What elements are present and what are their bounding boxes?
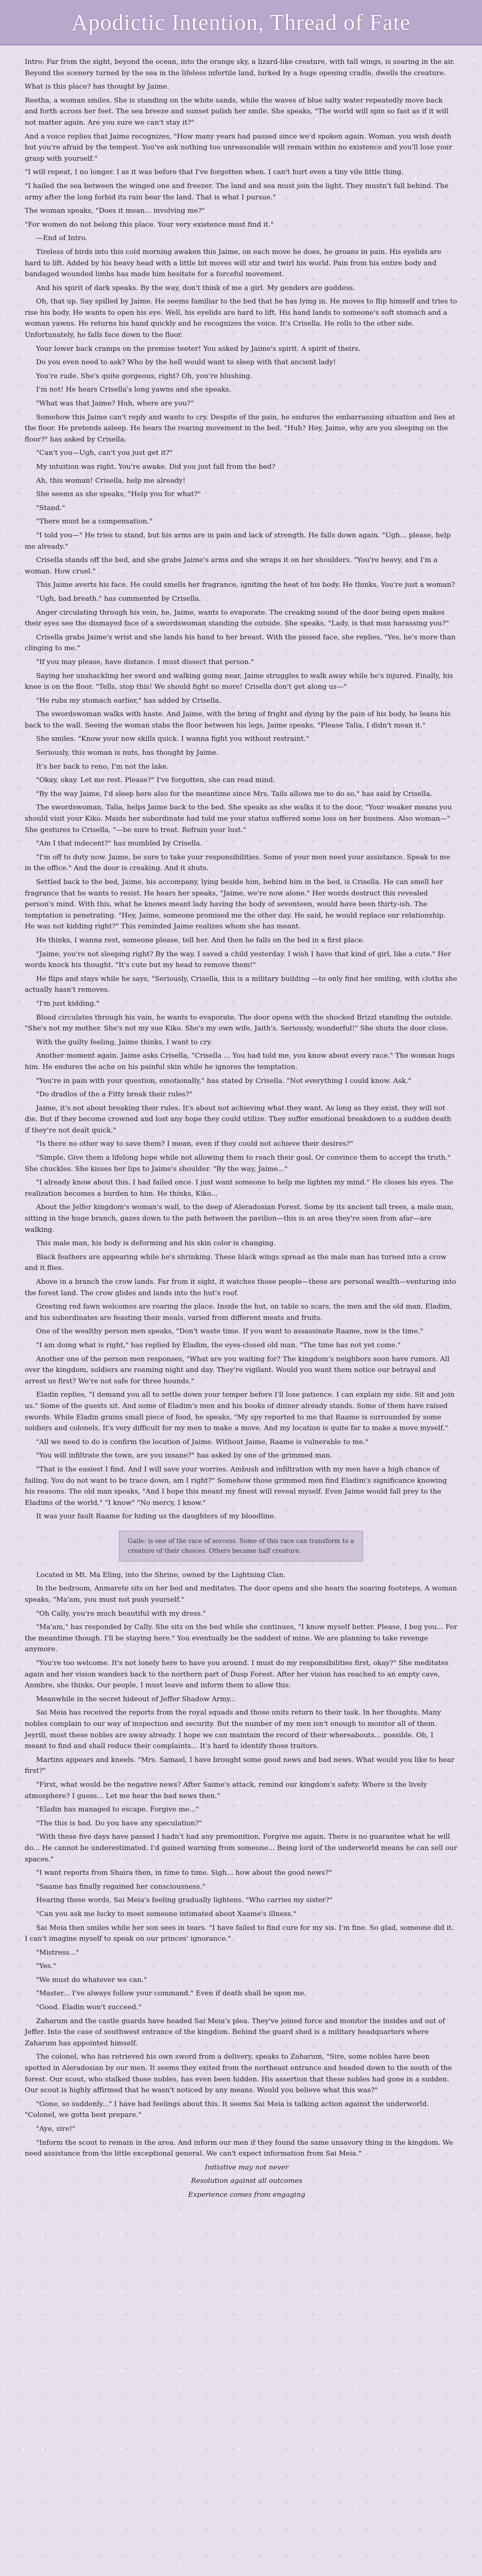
paragraph: Sai Meia then smiles while her son sees in tears. "I have failed to find cure for my sis. I'm fine. So glad, someone did it. I can't imagine myself to speak on our princes' ignorance." bbox=[25, 1924, 454, 1943]
paragraph: Hearing these words, Sai Meia's feeling gradually lightens. "Who carries my sister?" bbox=[36, 1896, 333, 1905]
paragraph: Sai Meia has received the reports from the royal squads and those units return to their task. In her thoughts, Many nobles complain to our way of inspection and security. But the number of my men isn't enough to monitor all of them. Jeyrill, most these nobles are away already. I hope we can maintain the record of their whereabouts... possible. Oh, I meant to find and shall reduce their complaints... It's hard to identify those traitors. bbox=[25, 1709, 441, 1751]
paragraph: He thinks, I wanna rest, someone please, tell her. And then he falls on the bed in a first place. bbox=[36, 936, 365, 944]
paragraph: "Ugh, bad breath." has commented by Crisella. bbox=[36, 595, 201, 603]
story-body-part-one bbox=[25, 233, 457, 1522]
footer-line-3: Experience comes from engaging bbox=[188, 2191, 305, 2199]
story-title: Apodictic Intention, Thread of Fate bbox=[71, 9, 411, 35]
paragraph: She seems as she speaks, "Help you for what?" bbox=[36, 490, 201, 499]
paragraph: Do you even need to ask? Who by the hell would want to sleep with that ancient lady! bbox=[36, 359, 336, 367]
paragraph: "Aye, sire!" bbox=[36, 2125, 76, 2133]
footer-line-2: Resolution against all outcomes bbox=[191, 2177, 303, 2185]
paragraph: Jaime, it's not about breaking their rules. It's about not achieving what they want. As long as they exist, they will not die. But if they become crowned and lost any hope they could utilize. They suffer emotional breakdown to a sudden death if they're not dealt quick." bbox=[25, 1104, 452, 1134]
paragraph: Saying her unshackling her sword and walking going near, Jaime struggles to walk away while he's injured. Finally, his knee is on the floor. "Tells, stop this! We should fight no more! Crisella don't get along us—" bbox=[25, 672, 453, 691]
story-content bbox=[25, 45, 457, 2224]
paragraph: "Gone, so suddenly..." I have bad feelings about this. It seems Sai Meia is talking action against the underworld. "Colonel, we gotta best prepare." bbox=[25, 2100, 429, 2120]
paragraph: "I told you—" He tries to stand, but his arms are in pain and lack of strength. He falls down again. "Ugh... please, help me already." bbox=[25, 531, 451, 551]
paragraph: Somehow this Jaime can't reply and wants to cry. Despite of the pain, he endures the embarrassing situation and lies at the floor. He pretends asleep. He hears the rearing movement in the bed. "Huh? Hey, Jaime, why are you sleeping on the floor?" has asked by Crisella. bbox=[25, 413, 455, 444]
paragraph: "That is the easiest I find. And I will save your worries. Ambush and infiltration with my men have a high chance of failing. You do not want to be trace down, am I right?" Somehow those grimmed men find Eladim's significance knowing his reasons. The old man speaks, "And I hope this meant my finest will reveal myself. Even Jaime would fall prey to the Eladims of the world." "I know" "No mercy, I know." bbox=[25, 1465, 447, 1507]
paragraph: Above in a branch the crow lands. Far from it sight, it watches those people—these are personal wealth—venturing into the forest land. The crow glides and lands into the hut's roof. bbox=[25, 1278, 456, 1297]
paragraph: "Jaime, you're not sleeping right? By the way, I saved a child yesterday. I wish I have that kind of girl, like a cute." Her words knock his thought. "It's cute but my head to remove them!" bbox=[25, 950, 451, 970]
paragraph: "I'm off to duty now. Jaime, be sure to take your responsibilities. Some of your men need your assistance. Speak to me in the office." And the door is creaking. And it shuts. bbox=[25, 853, 451, 873]
paragraph: "Inform the scout to remain in the area. And inform our men if they found the same unsavory thing in the kingdom. We need assistance from the little exceptional general. We can't expect information from Sai Meia." bbox=[25, 2139, 453, 2158]
paragraph: Ah, this woman! Crisella, help me already! bbox=[36, 477, 186, 485]
paragraph: Settled back to the bed, Jaime, his accompany, lying beside him, behind him in the bed, is Crisella. He can smell her fragrance that he wants to resist. He hears her speaks, "Jaime, we're now alone." Her words destruct this revealed person's mind. With this, what he knows meant lady having the body of seventeen, would have been thirty-ish. The temptation is penetrating. "Hey, Jaime, someone promised me the other day. He said, he would replace our relationship. He was not kidding right?" This reminded Jaime realizes whom she has meant. bbox=[25, 878, 446, 931]
paragraph: "You're too welcome. It's not lonely here to have you around. I must do my responsibilities first, okay?" She meditates again and her vision wanders back to the northern part of Dusp Forest. After her vision has reached to an empty cave, Anmbre, she thinks, Our people, I must leave and inform them to allow this. bbox=[25, 1659, 449, 1690]
paragraph: Reetha, a woman smiles. She is standing on the white sands, while the waves of blue salty water repeatedly move back and forth across her feet. The sea breeze and sunset polish her smile. She speaks, "The world will spin so fast as if it will not matter again. Are you sure we can't stay it?" bbox=[25, 96, 449, 127]
paragraph: "Is there no other way to save them? I mean, even if they could not achieve their desires?" bbox=[36, 1140, 353, 1148]
paragraph: "If you may please, have distance. I must dissect that person." bbox=[36, 658, 254, 666]
paragraph: And his spirit of dark speaks. By the way, don't think of me a girl. My genders are goddess. bbox=[36, 284, 355, 292]
paragraph: "There must be a compensation." bbox=[36, 518, 153, 526]
paragraph: "By the way Jaime, I'd sleep here also for the meantime since Mrs. Tails allows me to do so," has said by Crisella. bbox=[36, 790, 433, 798]
paragraph: "We must do whatever we can." bbox=[36, 1976, 147, 1984]
paragraph: My intuition was right. You're awake. Did you just fall from the bed? bbox=[36, 463, 276, 471]
paragraph: Another one of the person men responses, "What are you waiting for? The kingdom's neighbors soon have rumors. All over the kingdom, soldiers are roaming night and day. They're vigilant. Would you want them notice our betrayal and arrest us first? We're not safe for three hounds." bbox=[25, 1355, 450, 1385]
paragraph: "All we need to do is confirm the location of Jaime. Without Jaime, Raame is vulnerable to me." bbox=[36, 1438, 369, 1446]
paragraph: Located in Mt. Ma Eling, into the Shrine, owned by the Lightning Clan. bbox=[36, 1571, 286, 1579]
paragraph: It was your fault Raame for hiding us the daughters of my bloodline. bbox=[36, 1513, 276, 1521]
paragraph: About the Jelfer kingdom's woman's wall, to the deep of Aleradosian Forest. Some by its ancient tall trees, a male man, sitting in the huge branch, gazes down to the path between the pavilion—this is an area they're seen from afar—are walking. bbox=[25, 1204, 454, 1234]
paragraph: With the guilty feeling, Jaime thinks, I want to cry. bbox=[36, 1038, 213, 1046]
paragraph: Oh, that up. Say spilled by Jaime. He seems familiar to the bed that he has lying in. He moves to flip himself and tries to rise his body. He wants to open his eye. Well, his eyelids are hard to lift. His hand lands to someone's soft stomach and a woman yawns. He returns his hand quickly and he recognizes the voice. It's Crisella. He rolls to the other side. Unfortunately, he falls face down to the floor. bbox=[25, 298, 457, 340]
paragraph: "Can't you—Ugh, can't you just get it?" bbox=[36, 449, 173, 457]
paragraph: "First, what would be the negative news? After Saime's attack, remind our kingdom's safety. Where is the lively atmosphere? I guess... Let me hear the bad news then." bbox=[25, 1781, 427, 1800]
paragraph: Greeting red fawn welcomes are roaring the place. Inside the hut, on table so scars, the men and the old man, Eladim, and his subordinates are feasting their meals, varied from different meats and fruits. bbox=[25, 1303, 452, 1322]
paragraph: "The this is bad. Do you have any speculation?" bbox=[36, 1819, 202, 1827]
paragraph: Tireless of birds into this cold morning awaken this Jaime, on each move he does, he groans in pain. His eyelids are hard to lift. Added by his heavy head with a little bit moves will stir and twirl his world. Pain from his entire body and bandaged wounded limbs has made him hesitate for a forceful movement. bbox=[25, 248, 442, 279]
paragraph: "You will infiltrate the town, are you insane?" has asked by one of the grimmed man. bbox=[36, 1452, 333, 1460]
paragraph: You're rude. She's quite gorgeous, right? Oh, you're blushing. bbox=[36, 372, 252, 380]
chapter-intro bbox=[25, 57, 457, 230]
paragraph: "Am I that indecent?" has mumbled by Crisella. bbox=[36, 840, 202, 848]
paragraph: Another moment again. Jaime asks Crisella, "Crisella ... You had told me, you know about every race." The woman hugs him. He endures the ache on his painful skin while he ignores the temptation. bbox=[25, 1052, 455, 1071]
paragraph: It's her back to reno, I'm not the lake. bbox=[36, 762, 169, 771]
paragraph: Anger circulating through his vein, he, Jaime, wants to evaporate. The creaking sound of the door being open makes their eyes see the dismayed face of a swordswoman standing the outside. She speaks, "Lady, is that man harassing you?" bbox=[25, 608, 449, 628]
paragraph: "Mistress..." bbox=[36, 1948, 79, 1957]
paragraph: Black feathers are appearing while he's shrinking. These black wings spread as the male man has turned into a crow and it flies. bbox=[25, 1253, 446, 1273]
paragraph: "You're in pain with your question, emotionally," has stated by Crisella. "Not everything I could know. Ask." bbox=[36, 1077, 411, 1085]
paragraph: "Ma'am," has responded by Cally. She sits on the bed while she continues, "I know myself better. Please, I beg you... For the meantime though. I'll be staying here." You eventually be the saddest of mine. We are planning to take revenge anymore. bbox=[25, 1623, 457, 1654]
paragraph: "For women do not belong this place. Your very existence must find it." bbox=[25, 221, 274, 229]
paragraph: "What was that Jaime? Huh, where are you?" bbox=[36, 400, 194, 408]
paragraph: This male man, his body is deforming and his skin color is changing. bbox=[36, 1240, 276, 1248]
paragraph: "Eladin has managed to escape. Forgive me..." bbox=[36, 1806, 199, 1814]
paragraph: "I hailed the sea between the winged one and freezer. The land and sea must join the light. They mustn't fall behind. The army after the long forbid its rain bear the land. That is what I pursue." bbox=[25, 182, 449, 201]
paragraph: "Master... I've always follow your command." Even if death shall be upon me. bbox=[36, 1990, 306, 1998]
paragraph: "I already know about this. I had failed once. I just want someone to help me lighten my mind." He closes his eyes. The realization becomes a burden to him. He thinks, Kiko... bbox=[25, 1179, 454, 1198]
paragraph: "With these five days have passed I hadn't had any premonition. Forgive me again. There is no guarantee what he will do... He cannot be underestimated. I'd gained warning from someone... Being lord of the underworld means he can sell our spaces." bbox=[25, 1833, 457, 1863]
title-banner bbox=[0, 0, 482, 45]
paragraph: She smiles. "Know your new skills quick. I wanna fight you without restraint." bbox=[36, 735, 309, 743]
paragraph: —End of Intro. bbox=[36, 234, 88, 243]
paragraph: The woman speaks, "Does it mean... involving me?" bbox=[25, 207, 205, 215]
paragraph: "He rubs my stomach earlier," has added by Crisella. bbox=[36, 697, 221, 705]
story-body-part-two bbox=[25, 1570, 457, 2160]
paragraph: One of the wealthy person men speaks, "Don't waste time. If you want to assassinate Raame, now is the time." bbox=[36, 1328, 423, 1336]
note-box: Gaile: is one of the race of sorcess. Some of this race can transform to a creature of their choices. Others became half creature. bbox=[119, 1531, 363, 1562]
paragraph: "Good. Eladin won't succeed." bbox=[36, 2004, 142, 2012]
paragraph: "Oh Cally, you're much beautiful with my dress." bbox=[36, 1609, 206, 1618]
paragraph: Blood circulates through his vain, he wants to evaporate. The door opens with the shocked Brizzl standing the outside. "She's not my mother. She's not my sue Kiko. She's my own wife, Jaith's. Seriously, wonderful!" She shuts the door close. bbox=[25, 1013, 453, 1033]
paragraph: "I'm just kidding." bbox=[36, 999, 99, 1008]
paragraph: Intro: Far from the sight, beyond the ocean, into the orange sky, a lizard-like creature, with tall wings, is soaring in the air. Beyond the scenery turned by the sea in the lifeless infertile land, lurked by a huge opening cradle, dwells the creature. bbox=[25, 58, 455, 77]
paragraph: "I am doing what is right," has replied by Eladim, the eyes-closed old man. "The time has not yet come." bbox=[36, 1341, 401, 1349]
paragraph: Meanwhile in the secret hideout of Jeffer Shadow Army... bbox=[36, 1695, 236, 1703]
paragraph: "Yes." bbox=[36, 1962, 57, 1971]
paragraph: "Okay, okay. Let me rest. Please?" I've forgotten, she can read mind. bbox=[36, 776, 276, 785]
paragraph: "I will repeat, I no longer. I as it was before that I've forgotten when. I can't hurt even a tiny vile little thing. bbox=[25, 168, 404, 177]
paragraph: This Jaime averts his face. He could smells her fragrance, igniting the heat of his body. He thinks, You're just a woman? bbox=[36, 581, 455, 589]
paragraph: Eladin replies, "I demand you all to settle down your temper before I'll lose patience. I can explain my side. Sit and join us." Some of the guests sit. And some of Eladim's men and his books of dinner already stands. Some of them have raised swords. While Eladin grains small piece of food, he speaks, "My spy reported to me that Raame is surrounded by some soldiers and colonels. It's very difficult for my men to make a move. And my location is quite far to make a move myself." bbox=[25, 1391, 455, 1433]
paragraph: Seriously, this woman is nuts, has thought by Jaime. bbox=[36, 749, 219, 757]
paragraph: What is this place? has thought by Jaime. bbox=[25, 83, 169, 91]
paragraph: "Stand." bbox=[36, 504, 65, 512]
paragraph: He flips and stays while he says, "Seriously, Crisella, this is a military building —to only find her smiling, with cloths she actually hasn't removes. bbox=[25, 975, 457, 994]
paragraph: "Saame has finally regained her consciousness." bbox=[36, 1883, 205, 1891]
paragraph: Zaharum and the castle guards have headed Sai Meia's plea. They've joined force and monitor the insides and out of Jeffer. Into the case of southwest entrance of the kingdom. Behind the guard shed is a military headquarters where Zaharum has appointed himself. bbox=[25, 2017, 445, 2047]
paragraph: The colonel, who has retrieved his own sword from a delivery, speaks to Zaharum, "Sire, some nobles have been spotted in Aleradosian by our men. It seems they exited from the northeast entrance and headed down to the south of the forest. Our scout, who stalked those nobles, has even been hidden. His assertion that these nobles had gone in a sudden. Our scout is highly affirmed that he wasn't noticed by any means. Would you believe what this was?" bbox=[25, 2053, 452, 2095]
paragraph: Your lower back cramps on the premise teeter! You asked by Jaime's spirit. A spirit of theirs. bbox=[36, 345, 360, 353]
paragraph: Crisella grabs Jaime's wrist and she lands his hand to her breast. With the pissed face, she replies, "Yes, he's more than clinging to me." bbox=[25, 633, 456, 653]
paragraph: The swordswoman, Talia, helps Jaime back to the bed. She speaks as she walks it to the door, "Your weaker means you should visit your Kiko. Maids her subordinate had told me your status suffered some loss on her business. Also woman—" She gestures to Crisella, "—be sure to treat. Refrain your lust." bbox=[25, 804, 452, 834]
paragraph: "Can you ask me lucky to meet someone intimated about Xaame's illness." bbox=[36, 1910, 297, 1918]
paragraph: In the bedroom, Anmarete sits on her bed and meditates. The door opens and she hears the soaring footsteps. A woman speaks, "Ma'am, you must not push yourself." bbox=[25, 1585, 457, 1604]
paragraph: Martins appears and kneels. "Mrs. Samael, I have brought some good news and bad news. What would you like to hear first?" bbox=[25, 1756, 455, 1775]
footer-line-1: Initiative may not never bbox=[204, 2163, 289, 2172]
paragraph: Crisella stands off the bed, and she grabs Jaime's arms and she wraps it on her shoulders. "You're heavy, and I'm a woman. How cruel." bbox=[25, 556, 438, 575]
paragraph: And a voice replies that Jaime recognizes, "How many years had passed since we'd spoken again. Woman, you wish death but you're afraid by the tempest. You've ask nothing too unreasonable will remain within no existence and you'll lose your grasp with yourself." bbox=[25, 132, 453, 163]
paragraph: "Simple. Give them a lifelong hope while not allowing them to reach their goal. Or convince them to accept the truth." She chuckles. She kisses her lips to Jaime's shoulder. "By the way, Jaime..." bbox=[25, 1154, 451, 1173]
paragraph: The swordswoman walks with haste. And Jaime, with the bring of fright and dying by the pain of his body, he leans his back to the wall. Seeing the woman stabs the floor between his legs, Jaime speaks, "Please Talia, I didn't mean it." bbox=[25, 710, 451, 730]
paragraph: "Do dradlos of the a Fitty break their rules?" bbox=[36, 1091, 193, 1099]
paragraph: "I want reports from Shaira then, in time to time. Sigh... how about the good news?" bbox=[36, 1869, 332, 1877]
paragraph: I'm not! He hears Crisella's long yawns and she speaks, bbox=[36, 386, 231, 394]
